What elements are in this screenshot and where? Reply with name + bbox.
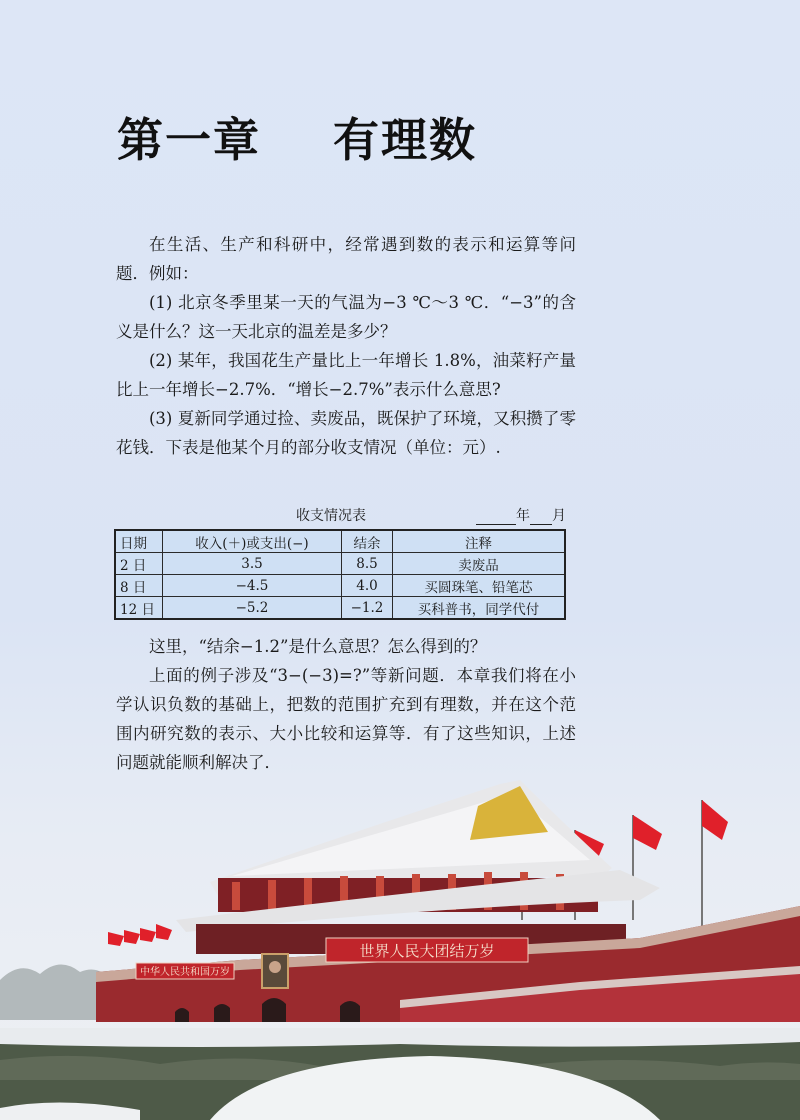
cell-date: 8 日 — [115, 575, 163, 597]
chapter-title: 第一章 有理数 — [117, 113, 478, 167]
trees — [0, 964, 110, 1020]
year-label: 年 — [516, 508, 530, 524]
cell-balance: −1.2 — [342, 597, 393, 620]
paragraph: (2) 某年，我国花生产量比上一年增长 1.8%，油菜籽产量比上一年增长−2.7%．“增长−2.7%”表示什么意思? — [116, 351, 576, 399]
paragraph: 在生活、生产和科研中，经常遇到数的表示和运算等问题．例如： — [116, 235, 576, 283]
table-row — [115, 575, 565, 597]
header-balance: 结余 — [342, 530, 393, 553]
cell-amount: −5.2 — [163, 597, 342, 620]
table-row — [115, 597, 565, 620]
cell-balance: 8.5 — [342, 553, 393, 575]
table-header-row — [115, 530, 565, 553]
income-expense-table — [114, 529, 566, 620]
header-amount: 收入(＋)或支出(−) — [163, 530, 342, 553]
paragraph: (1) 北京冬季里某一天的气温为−3 ℃～3 ℃．“−3”的含义是什么？这一天北京的温差是多少？ — [116, 293, 576, 341]
cell-amount: 3.5 — [163, 553, 342, 575]
table-row — [115, 553, 565, 575]
cell-balance: 4.0 — [342, 575, 393, 597]
cell-date: 2 日 — [115, 553, 163, 575]
header-date: 日期 — [115, 530, 163, 553]
month-label: 月 — [552, 508, 566, 524]
paragraph: 上面的例子涉及“3−(−3)=?”等新问题．本章我们将在小学认识负数的基础上，把数的范围扩充到有理数，并在这个范围内研究数的表示、大小比较和运算等．有了这些知识，上述问题就能顺利解决了． — [116, 666, 576, 772]
table-caption-row — [116, 505, 566, 527]
table-caption: 收支情况表 — [296, 508, 366, 524]
tiananmen-photo — [0, 760, 800, 1120]
paragraph: (3) 夏新同学通过捡、卖废品，既保护了环境，又积攒了零花钱．下表是他某个月的部分收支情况（单位：元）. — [116, 409, 576, 457]
cell-note: 买圆珠笔、铅笔芯 — [393, 575, 566, 597]
paragraph: 这里，“结余−1.2”是什么意思？怎么得到的？ — [149, 637, 487, 656]
banner-left-text: 中华人民共和国万岁 — [140, 967, 230, 978]
cell-note: 买科普书，同学代付 — [393, 597, 566, 620]
header-note: 注释 — [393, 530, 566, 553]
cell-note: 卖废品 — [393, 553, 566, 575]
flags-left — [108, 924, 172, 946]
closing-text — [116, 632, 576, 777]
table-date-blank — [476, 505, 566, 525]
cell-date: 12 日 — [115, 597, 163, 620]
banner-right-text: 世界人民大团结万岁 — [359, 942, 495, 960]
intro-text — [116, 230, 576, 462]
cell-amount: −4.5 — [163, 575, 342, 597]
